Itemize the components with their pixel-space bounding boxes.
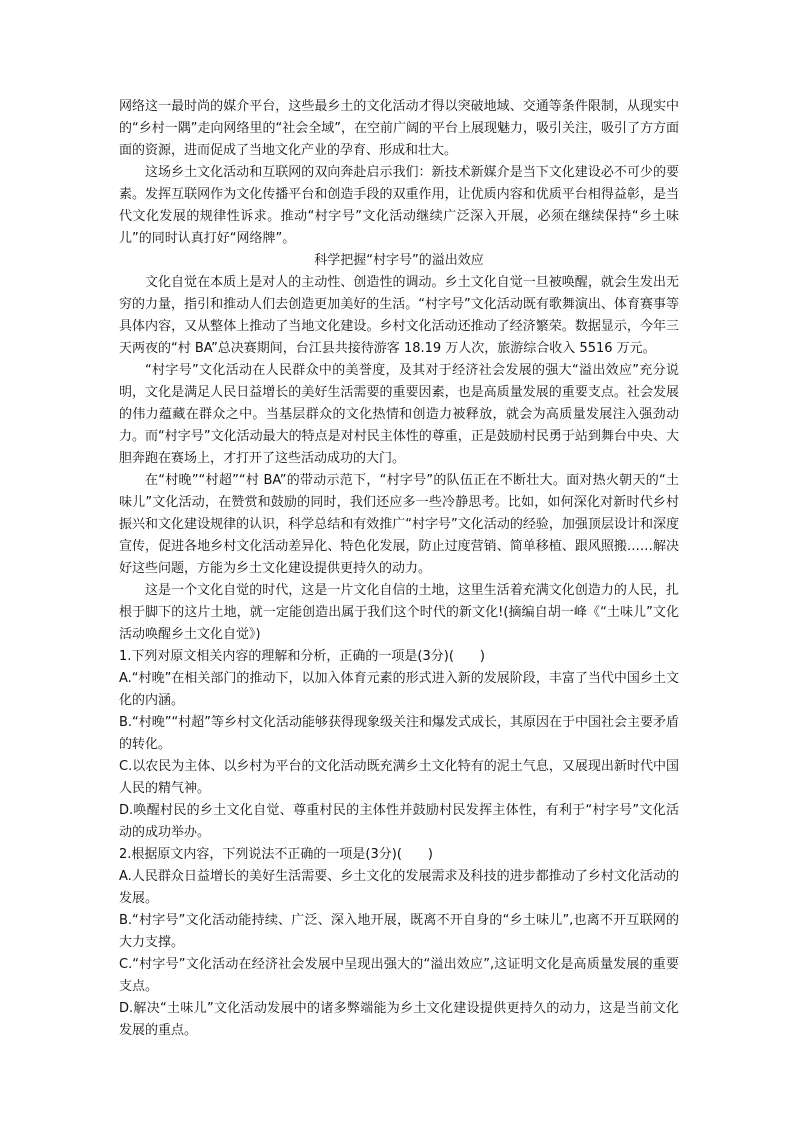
document-page: [119, 96, 679, 1042]
paragraph-1: 网络这一最时尚的媒介平台，这些最乡土的文化活动才得以突破地域、交通等条件限制，从现实中的“乡村一隅”走向网络里的“社会全域”，在空前广阔的平台上展现魅力，吸引关注，吸引了方方面面的资源，进而促成了当地文化产业的孕育、形成和壮大。: [119, 99, 679, 158]
question-1-option-d: D.唤醒村民的乡土文化自觉、尊重村民的主体性并鼓励村民发挥主体性，有利于“村字号”文化活动的成功举办。: [119, 803, 679, 840]
question-2-option-a: A.人民群众日益增长的美好生活需要、乡土文化的发展需求及科技的进步都推动了乡村文化活动的发展。: [119, 869, 679, 906]
question-2-stem: 2.根据原文内容，下列说法不正确的一项是(3分)( ): [119, 847, 433, 862]
question-2-option-d: D.解决“土味儿”文化活动发展中的诸多弊端能为乡土文化建设提供更持久的动力，这是当前文化发展的重点。: [119, 1001, 679, 1038]
question-2-option-c: C.“村字号”文化活动在经济社会发展中呈现出强大的“溢出效应”,这证明文化是高质量发展的重要支点。: [119, 957, 679, 994]
paragraph-2: 这场乡土文化活动和互联网的双向奔赴启示我们：新技术新媒介是当下文化建设必不可少的要素。发挥互联网作为文化传播平台和创造手段的双重作用，让优质内容和优质平台相得益彰，是当代文化发展的规律性诉求。推动“村字号”文化活动继续广泛深入开展，必须在继续保持“乡土味儿”的同时认真打好“网络牌”。: [119, 165, 679, 246]
question-1-option-a: A.“村晚”在相关部门的推动下，以加入体育元素的形式进入新的发展阶段，丰富了当代中国乡土文化的内涵。: [119, 671, 679, 708]
paragraph-3: 文化自觉在本质上是对人的主动性、创造性的调动。乡土文化自觉一旦被唤醒，就会生发出无穷的力量，指引和推动人们去创造更加美好的生活。“村字号”文化活动既有歌舞演出、体育赛事等具体内容，又从整体上推动了当地文化建设。乡村文化活动还推动了经济繁荣。数据显示，今年三天两夜的“村 BA”总决赛期间，台江县共接待游客 18.19 万人次，旅游综合收入 5516 万元。: [119, 275, 679, 356]
question-2-option-b: B.“村字号”文化活动能持续、广泛、深入地开展，既离不开自身的“乡土味儿”,也离不开互联网的大力支撑。: [119, 913, 679, 950]
question-1-stem: 1.下列对原文相关内容的理解和分析，正确的一项是(3分)( ): [119, 649, 485, 664]
paragraph-5: 在“村晚”“村超”“村 BA”的带动示范下，“村字号”的队伍正在不断壮大。面对热火朝天的“土味儿”文化活动，在赞赏和鼓励的同时，我们还应多一些冷静思考。比如，如何深化对新时代乡村振兴和文化建设规律的认识，科学总结和有效推广“村字号”文化活动的经验，加强顶层设计和深度宣传，促进各地乡村文化活动差异化、特色化发展，防止过度营销、简单移植、跟风照搬……解决好这些问题，方能为乡土文化建设提供更持久的动力。: [119, 473, 679, 576]
paragraph-4: “村字号”文化活动在人民群众中的美誉度，及其对于经济社会发展的强大“溢出效应”充分说明，文化是满足人民日益增长的美好生活需要的重要因素，也是高质量发展的重要支点。社会发展的伟力蕴藏在群众之中。当基层群众的文化热情和创造力被释放，就会为高质量发展注入强劲动力。而“村字号”文化活动最大的特点是对村民主体性的尊重，正是鼓励村民勇于站到舞台中央、大胆奔跑在赛场上，才打开了这些活动成功的大门。: [119, 363, 679, 466]
question-1-option-c: C.以农民为主体、以乡村为平台的文化活动既充满乡土文化特有的泥土气息，又展现出新时代中国人民的精气神。: [119, 759, 679, 796]
question-1-option-b: B.“村晚”“村超”等乡村文化活动能够获得现象级关注和爆发式成长，其原因在于中国社会主要矛盾的转化。: [119, 715, 679, 752]
section-subtitle: 科学把握“村字号”的溢出效应: [314, 253, 484, 268]
paragraph-6: 这是一个文化自觉的时代，这是一片文化自信的土地，这里生活着充满文化创造力的人民，扎根于脚下的这片土地，就一定能创造出属于我们这个时代的新文化!(摘编自胡一峰《“土味儿”文化活动唤醒乡土文化自觉》): [119, 583, 679, 642]
